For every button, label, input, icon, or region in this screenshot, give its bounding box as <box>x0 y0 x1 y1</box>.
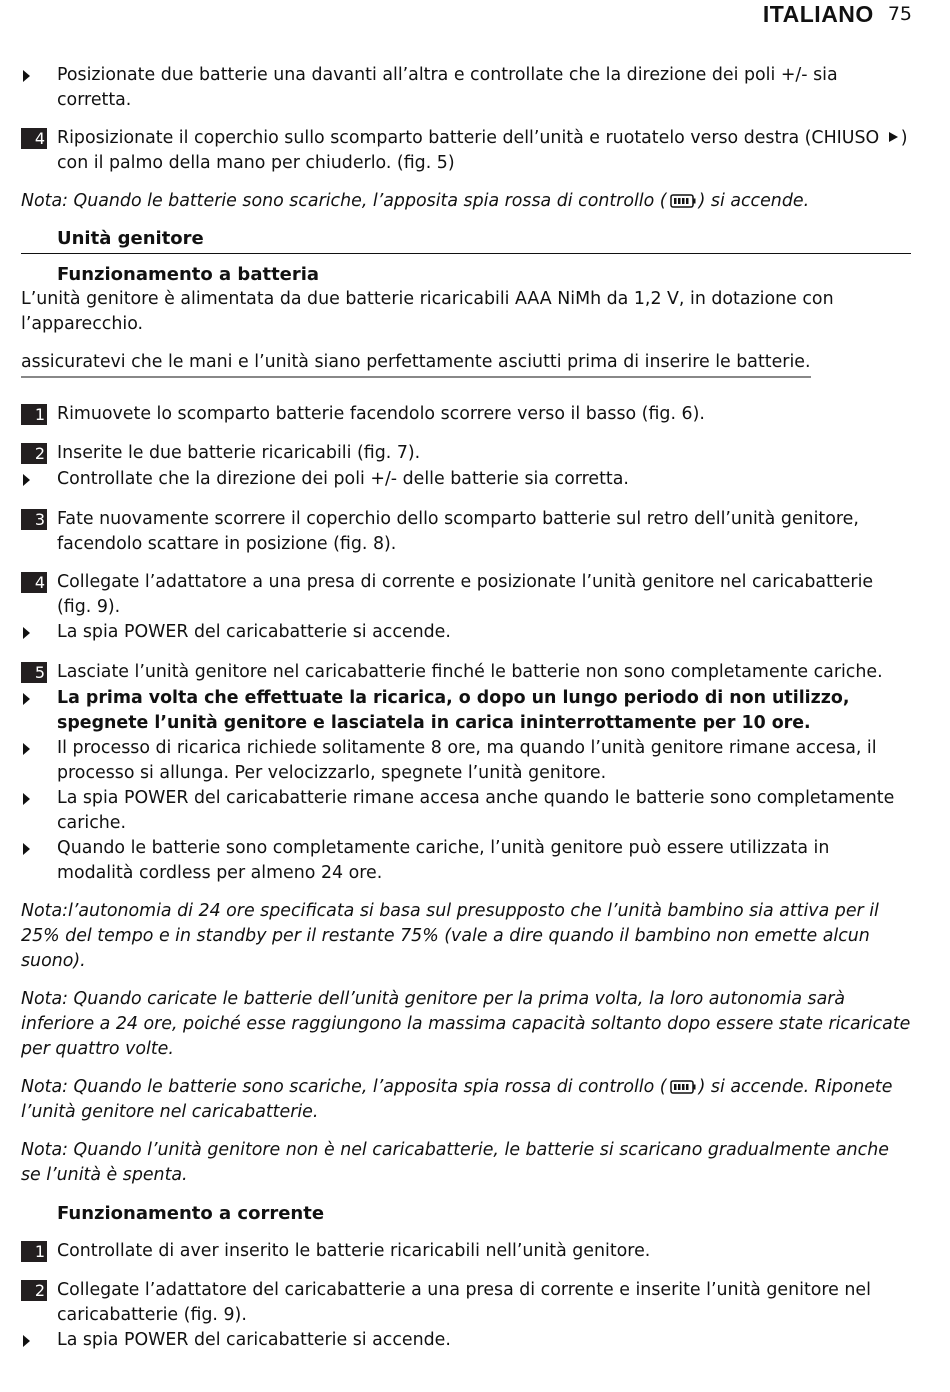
step-item: 3 Fate nuovamente scorrere il coperchio dello scomparto batterie sul retro dell’unità genitore, facendolo scattare in posizione (fig. 8). <box>21 507 911 557</box>
note: Nota: Quando le batterie sono scariche, l’apposita spia rossa di controllo ( ) si accende. Riponete l’unità genitore nel caricabatterie. <box>21 1077 893 1122</box>
bullet-icon <box>23 474 30 486</box>
bullet-icon <box>23 793 30 805</box>
bullet-item: La spia POWER del caricabatterie si accende. <box>21 1328 911 1355</box>
bullet-item: Posizionate due batterie una davanti all’altra e controllate che la direzione dei poli +/- sia corretta. <box>21 63 911 113</box>
step-item: 4 Collegate l’adattatore a una presa di corrente e posizionate l’unità genitore nel caricabatterie (fig. 9). <box>21 570 911 620</box>
bullet-item: Quando le batterie sono completamente cariche, l’unità genitore può essere utilizzata in modalità cordless per almeno 24 ore. <box>21 836 911 886</box>
step-number: 2 <box>21 1280 47 1301</box>
bullet-item: La prima volta che effettuate la ricarica, o dopo un lungo periodo di non utilizzo, spegnete l’unità genitore e lasciatela in carica ininterrottamente per 10 ore. <box>21 686 911 736</box>
bullet-icon <box>23 70 30 82</box>
bullet-item: Il processo di ricarica richiede solitamente 8 ore, ma quando l’unità genitore rimane accesa, il processo si allunga. Per velocizzarlo, spegnete l’unità genitore. <box>21 736 911 786</box>
step-item: 2 Inserite le due batterie ricaricabili (fig. 7). <box>21 441 911 467</box>
warning-text: assicuratevi che le mani e l’unità siano perfettamente asciutti prima di inserire le batterie. <box>21 350 811 378</box>
step-item: 5 Lasciate l’unità genitore nel caricabatterie finché le batterie non sono completamente cariche. <box>21 660 911 686</box>
bullet-item: Controllate che la direzione dei poli +/- delle batterie sia corretta. <box>21 467 911 494</box>
step-number: 4 <box>21 128 47 149</box>
step-item: 1 Rimuovete lo scomparto batterie facendolo scorrere verso il basso (fig. 6). <box>21 402 911 428</box>
step-number: 2 <box>21 443 47 464</box>
page-header <box>763 0 912 28</box>
subsection-heading: Funzionamento a batteria <box>57 264 320 285</box>
step-number: 4 <box>21 572 47 593</box>
step-item: 4 Riposizionate il coperchio sullo scomparto batterie dell’unità e ruotatelo verso destra (CHIUSO ) con il palmo della mano per chiuderlo. (fig. 5) <box>21 126 911 176</box>
bullet-item: La spia POWER del caricabatterie si accende. <box>21 620 911 647</box>
section-heading: Unità genitore <box>21 226 911 254</box>
paragraph: L’unità genitore è alimentata da due batterie ricaricabili AAA NiMh da 1,2 V, in dotazione con l’apparecchio. <box>21 289 834 334</box>
note: Nota: Quando caricate le batterie dell’unità genitore per la prima volta, la loro autonomia sarà inferiore a 24 ore, poiché esse raggiungono la massima capacità soltanto dopo essere state ricaricate per quattro volte. <box>21 989 911 1059</box>
language-label: ITALIANO <box>762 0 874 27</box>
page-number: 75 <box>887 3 912 25</box>
subsection-heading: Funzionamento a corrente <box>57 1203 325 1224</box>
step-number: 1 <box>21 404 47 425</box>
note: Nota: Quando le batterie sono scariche, l’apposita spia rossa di controllo ( ) si accende. <box>21 191 810 211</box>
bullet-icon <box>23 743 30 755</box>
play-arrow-icon <box>887 131 899 143</box>
note: Nota: Quando l’unità genitore non è nel caricabatterie, le batterie si scaricano gradualmente anche se l’unità è spenta. <box>21 1140 889 1185</box>
step-number: 5 <box>21 662 47 683</box>
battery-icon <box>670 194 696 208</box>
step-number: 3 <box>21 509 47 530</box>
battery-icon <box>670 1080 696 1094</box>
step-item: 1 Controllate di aver inserito le batterie ricaricabili nell’unità genitore. <box>21 1239 911 1265</box>
bullet-icon <box>23 843 30 855</box>
note: Nota:l’autonomia di 24 ore specificata si basa sul presupposto che l’unità bambino sia attiva per il 25% del tempo e in standby per il restante 75% (vale a dire quando il bambino non emette alcun suono). <box>21 901 879 971</box>
bullet-icon <box>23 1335 30 1347</box>
bullet-item: La spia POWER del caricabatterie rimane accesa anche quando le batterie sono completamente cariche. <box>21 786 911 836</box>
bullet-icon <box>23 693 30 705</box>
bullet-icon <box>23 627 30 639</box>
step-number: 1 <box>21 1241 47 1262</box>
step-item: 2 Collegate l’adattatore del caricabatterie a una presa di corrente e inserite l’unità genitore nel caricabatterie (fig. 9). <box>21 1278 911 1328</box>
page-body <box>21 63 911 1355</box>
